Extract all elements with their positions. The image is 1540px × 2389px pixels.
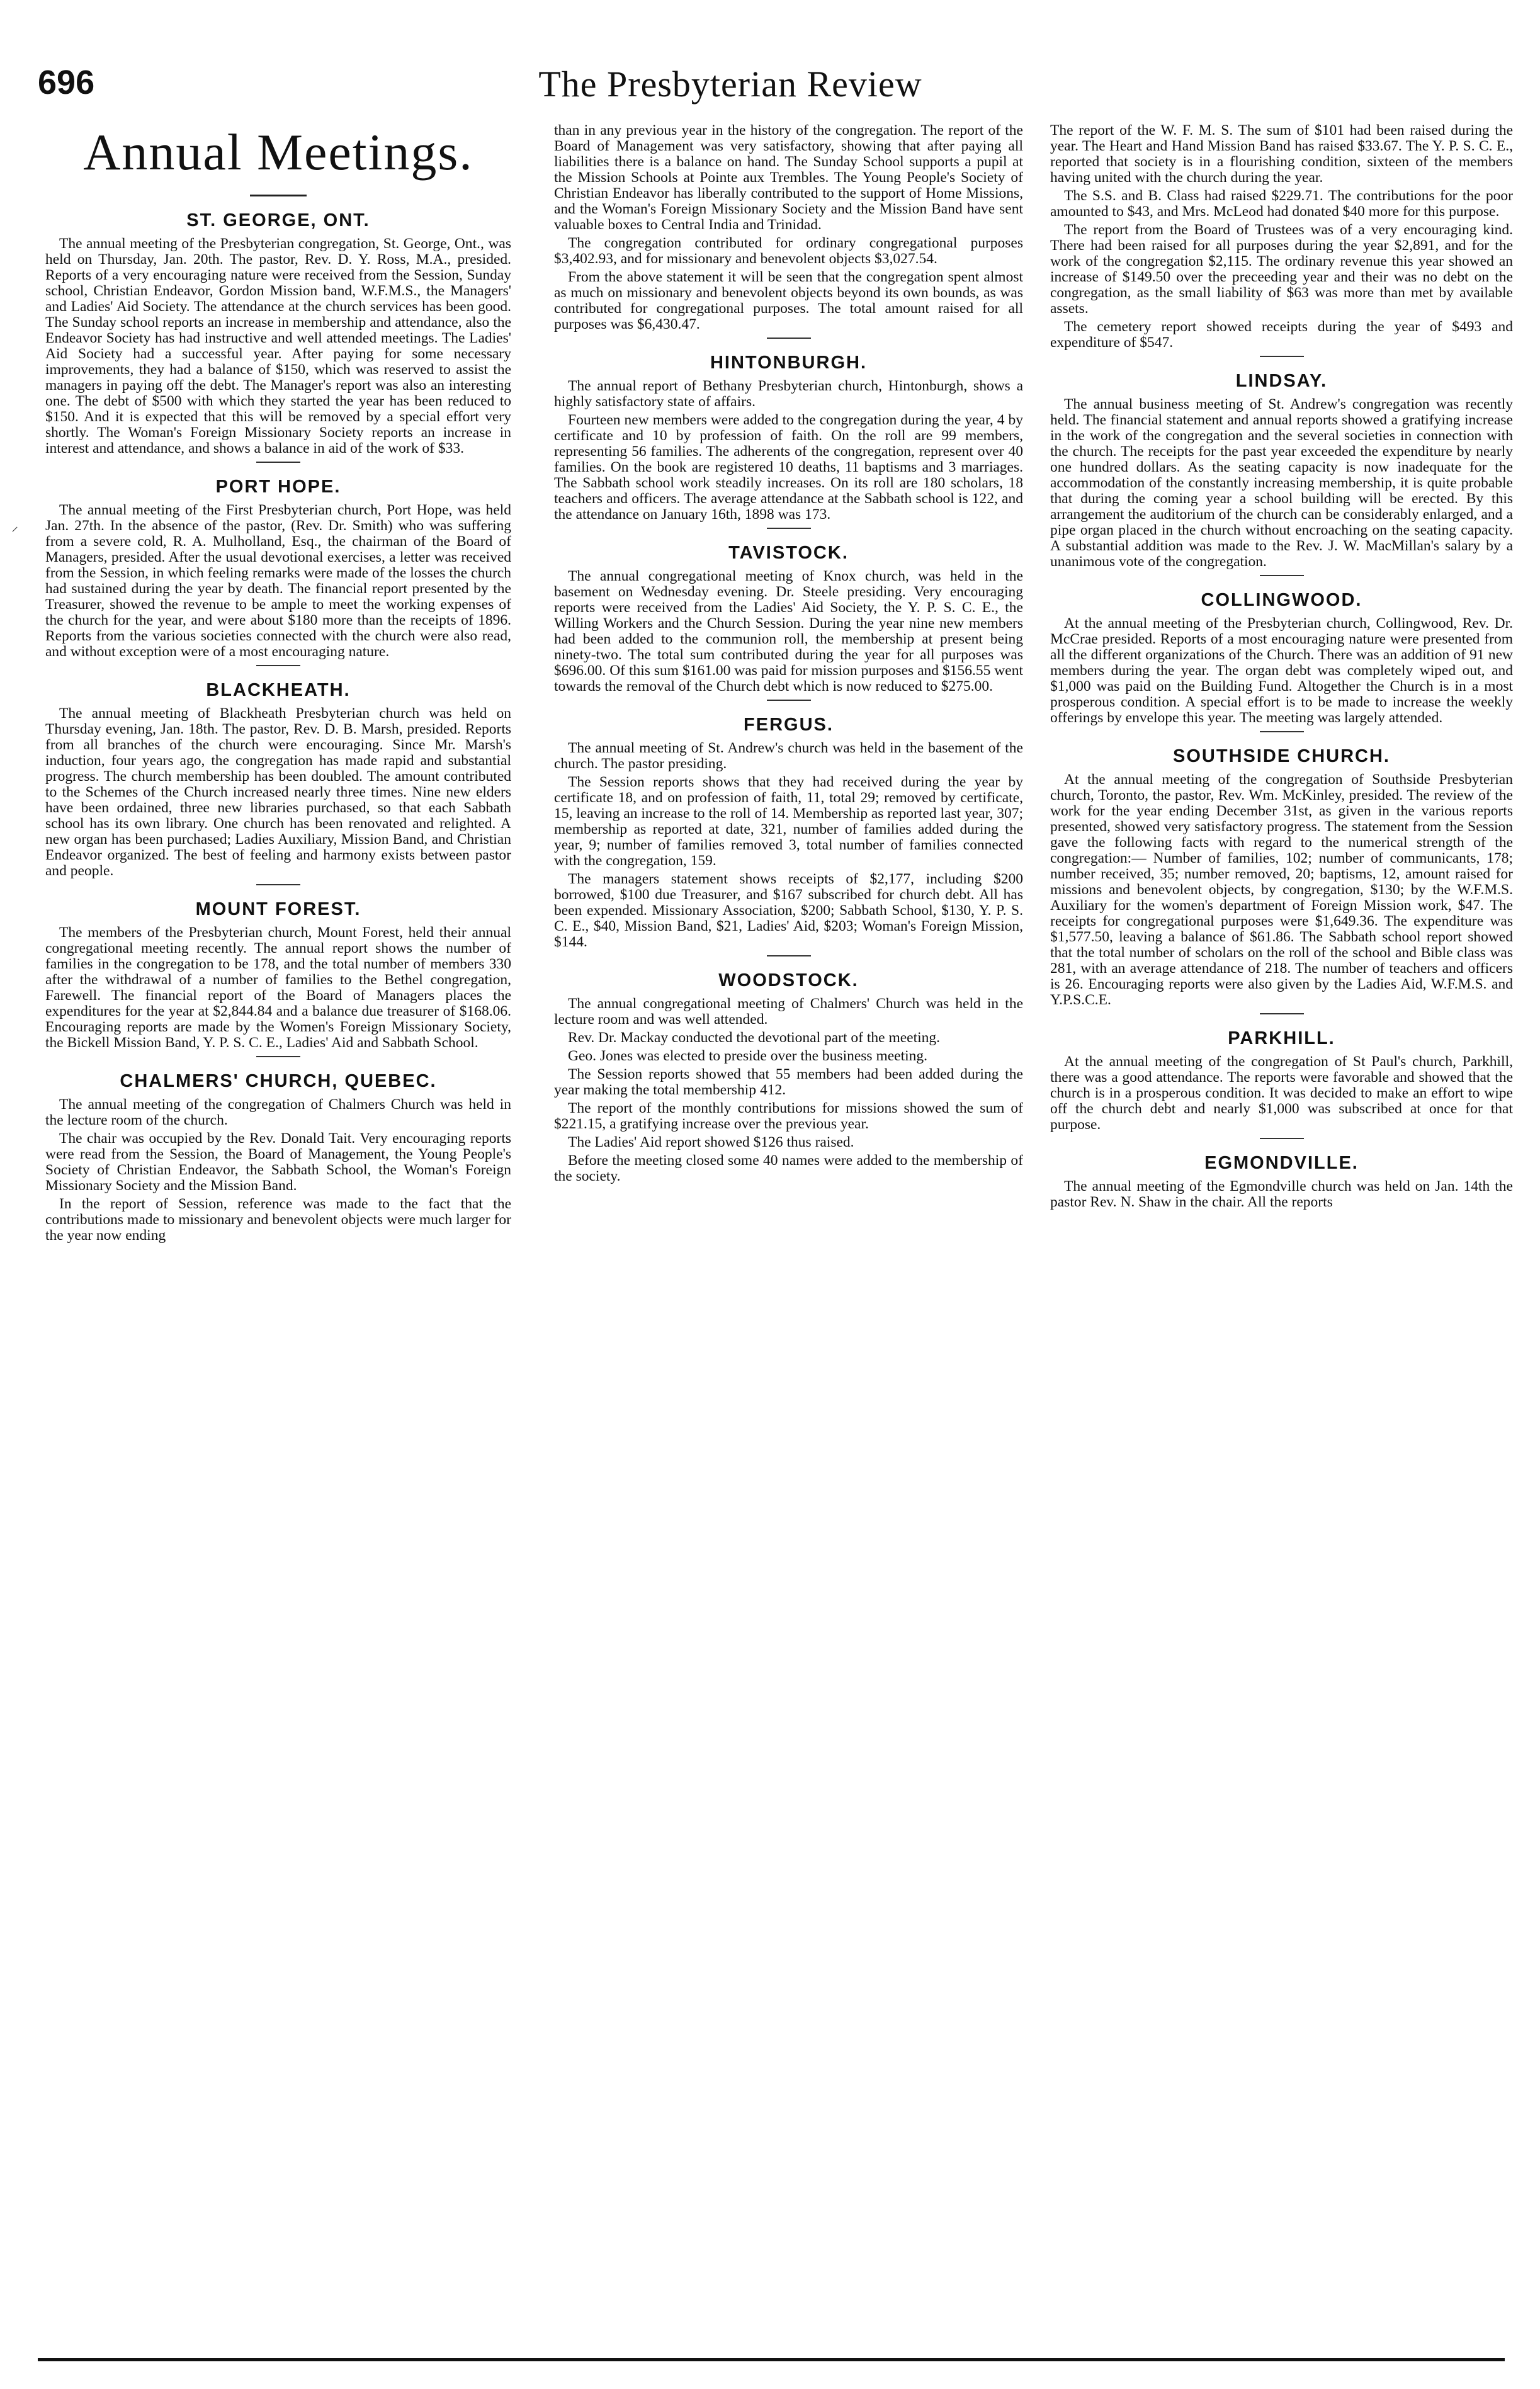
article-paragraph: The S.S. and B. Class had raised $229.71. The contributions for the poor amounted to $43, and Mrs. McLeod had donated $40 more for this purpose.: [1050, 188, 1513, 220]
article-paragraph: The annual meeting of the Presbyterian congregation, St. George, Ont., was held on Thursday, Jan. 20th. The pastor, Rev. D. Y. Ross, M.A., presided. Reports of a very encouraging nature were received from the Session, Sunday school, Christian Endeavor, Gordon Mission band, W.F.M.S., the Managers' and Ladies' Aid Society. The attendance at the church services has been good. The Sunday school reports an increase in membership and attendance, also the Endeavor Society has had instructive and well attended meetings. The Ladies' Aid Society had a successful year. After paying for some necessary improvements, they had a balance of $150, which was reserved to assist the managers in paying off the debt. The Manager's report was also an interesting one. The debt of $500 with which they started the year has been reduced to $150. And it is expected that this will be removed by a special effort very shortly. The Woman's Foreign Missionary Society reports an increase in interest and attendance, and shows a balance in aid of the work of $33.: [45, 235, 511, 457]
section-divider: [1260, 731, 1304, 732]
article-paragraph: The Ladies' Aid report showed $126 thus raised.: [568, 1134, 854, 1150]
section-heading: PORT HOPE.: [215, 477, 341, 497]
section-heading: ST. GEORGE, ONT.: [186, 210, 370, 230]
section-heading: BLACKHEATH.: [206, 680, 351, 700]
section-divider: [256, 1056, 300, 1057]
margin-mark-icon: ⸝: [11, 518, 19, 534]
article-paragraph: The annual meeting of Blackheath Presbyterian church was held on Thursday evening, Jan. 18th. The pastor, Rev. D. B. Marsh, presided. Reports from all branches of the church were encouraging. Since Mr. Marsh's induction, four years ago, the congregation has made rapid and substantial progress. The church membership has been doubled. The amount contributed to the Schemes of the Church increased nearly three times. Nine new elders have been ordained, three new libraries purchased, so that each Sabbath school has its own library. One church has been renovated and relighted. A new organ has been purchased; Ladies Auxiliary, Mission Band, and Christian Endeavor organized. The best of feeling and harmony exists between pastor and people.: [45, 705, 511, 879]
article-section: [554, 543, 1023, 701]
article-paragraph: The managers statement shows receipts of $2,177, including $200 borrowed, $100 due Treasurer, and $167 subscribed for church debt. All has been expended. Missionary Association, $200; Sabbath School, $130, Y. P. S. C. E., $40, Mission Band, $21, Ladies' Aid, $203; Woman's Foreign Mission, $144.: [554, 871, 1023, 950]
column-1: [45, 123, 511, 1246]
section-heading: CHALMERS' CHURCH, QUEBEC.: [120, 1071, 437, 1091]
section-heading: SOUTHSIDE CHURCH.: [1173, 746, 1390, 766]
bottom-rule: [38, 2358, 1505, 2361]
article-paragraph: The annual meeting of the Egmondville church was held on Jan. 14th the pastor Rev. N. Shaw in the chair. All the reports: [1050, 1178, 1513, 1210]
section-heading: TAVISTOCK.: [728, 543, 849, 563]
page-header: [38, 63, 1423, 113]
article-paragraph: In the report of Session, reference was made to the fact that the contributions made to missionary and benevolent objects were much larger for the year now ending: [45, 1196, 511, 1244]
article-paragraph: The annual meeting of the congregation of Chalmers Church was held in the lecture room of the church.: [45, 1096, 511, 1128]
section-heading: LINDSAY.: [1235, 371, 1328, 391]
section-heading: WOODSTOCK.: [718, 970, 859, 990]
main-title: Annual Meetings.: [83, 123, 473, 181]
article-section: [554, 715, 1023, 956]
article-paragraph: The annual report of Bethany Presbyterian church, Hintonburgh, shows a highly satisfactory state of affairs.: [554, 378, 1023, 410]
article-section: [45, 210, 511, 463]
article-paragraph: From the above statement it will be seen that the congregation spent almost as much on missionary and benevolent objects beyond its own bounds, as was contributed for congregational purposes. The total amount raised for all purposes was $6,430.47.: [554, 269, 1023, 332]
column-2: [554, 123, 1023, 1187]
article-paragraph: The annual congregational meeting of Knox church, was held in the basement on Wednesday evening. Dr. Steele presiding. Very encouraging reports were received from the Ladies' Aid Society, the Y. P. S. C. E., the Willing Workers and the Church Session. During the year nine new members had been added to the communion roll, the membership at present being ninety-two. The total sum contributed during the year for all purposes was $696.00. Of this sum $161.00 was paid for mission purposes and $156.55 went towards the removal of the Church debt which is now reduced to $275.00.: [554, 568, 1023, 695]
section-divider: [767, 955, 811, 956]
section-divider: [767, 338, 811, 339]
article-paragraph: The members of the Presbyterian church, Mount Forest, held their annual congregational meeting recently. The annual report shows the number of families in the congregation to be 178, and the total number of members 330 after the withdrawal of a number of families to the Bethel congregation, Farewell. The financial report of the Board of Managers places the expenditures for the year at $2,844.84 and a balance due treasurer of $168.06. Encouraging reports are made by the Women's Foreign Missionary Society, the Bickell Mission Band, Y. P. S. C. E., Ladies' Aid and Sabbath School.: [45, 924, 511, 1051]
article-paragraph: The Session reports shows that they had received during the year by certificate 18, and on profession of faith, 11, total 29; removed by certificate, 15, leaving an increase to the roll of 14. Membership as reported last year, 307; membership as reported at date, 321, number of families added during the year, 9; number of families removed 3, total number of families connected with the congregation, 159.: [554, 774, 1023, 869]
article-paragraph: The congregation contributed for ordinary congregational purposes $3,402.93, and for missionary and benevolent objects $3,027.54.: [554, 235, 1023, 267]
section-divider: [1260, 1138, 1304, 1139]
article-paragraph: Rev. Dr. Mackay conducted the devotional part of the meeting.: [568, 1030, 941, 1046]
article-section: [45, 1071, 511, 1244]
article-section: [1050, 371, 1513, 576]
article-section: [45, 680, 511, 885]
column-3: [1050, 123, 1513, 1213]
section-heading: COLLINGWOOD.: [1201, 590, 1362, 610]
article-paragraph: The cemetery report showed receipts during the year of $493 and expenditure of $547.: [1050, 319, 1513, 351]
article-paragraph: The annual meeting of the First Presbyterian church, Port Hope, was held Jan. 27th. In the absence of the pastor, (Rev. Dr. Smith) who was suffering from a severe cold, R. A. Mulholland, Esq., the chairman of the Board of Managers, presided. After the usual devotional exercises, a letter was received from the Session, in which feeling remarks were made of the losses the church had sustained during the year by death. The financial report presented by the Treasurer, showed the revenue to be ample to meet the working expenses of the church for the year, and were about $180 more than the receipts of 1896. Reports from the various societies connected with the church were also read, and without exception were of a most encouraging nature.: [45, 502, 511, 660]
article-paragraph: The annual business meeting of St. Andrew's congregation was recently held. The financial statement and annual reports showed a gratifying increase in the work of the congregation and the several societies in connection with the church. The receipts for the past year exceeded the expenditure by nearly one hundred dollars. As the seating capacity is now inadequate for the accommodation of the constantly increasing membership, it is quite probable that during the coming year a school building will be erected. By this arrangement the auditorium of the church can be considerably enlarged, and a pipe organ placed in the church without encroaching on the seating capacity. A substantial addition was made to the Rev. J. W. MacMillan's salary by a unanimous vote of the congregation.: [1050, 396, 1513, 570]
article-paragraph: Geo. Jones was elected to preside over the business meeting.: [568, 1048, 928, 1064]
section-heading: PARKHILL.: [1228, 1028, 1335, 1048]
section-heading: FERGUS.: [744, 715, 834, 735]
section-divider: [1260, 575, 1304, 576]
article-paragraph: At the annual meeting of the congregation of Southside Presbyterian church, Toronto, the pastor, Rev. Wm. McKinley, presided. The review of the work for the year ending December 31st, as given in the various reports presented, showed very satisfactory progress. The statement from the Session gave the following facts with regard to the numerical strength of the congregation:— Number of families, 102; number of communicants, 178; number received, 35; number removed, 20; baptisms, 12, amount raised for missions and benevolent objects, by congregation, $130; by the W.F.M.S. Auxiliary for the women's department of Foreign Mission work, $47. The receipts for congregational purposes were $1,649.36. The expenditure was $1,577.50, leaving a balance of $61.86. The Sabbath school report showed that the total number of scholars on the roll of the school and Bible class was 281, with an average attendance of 218. The number of teachers and officers is 26. Encouraging reports were also given by the Ladies Aid, W.F.M.S. and Y.P.S.C.E.: [1050, 771, 1513, 1008]
article-section: [1050, 1153, 1513, 1210]
section-divider: [256, 462, 300, 463]
article-paragraph: Fourteen new members were added to the congregation during the year, 4 by certificate and 10 by profession of faith. On the roll are 99 members, representing 56 families. The adherents of the congregation, represent over 40 families. On the book are registered 10 deaths, 11 baptisms and 3 marriages. The Sabbath school work steadily increases. On its roll are 180 scholars, 18 teachers and officers. The average attendance at the Sabbath school is 122, and the attendance on January 16th, 1898 was 173.: [554, 412, 1023, 523]
article-section: [1050, 746, 1513, 1014]
article-section: [1050, 590, 1513, 732]
article-paragraph: At the annual meeting of the Presbyterian church, Collingwood, Rev. Dr. McCrae presided. Reports of a most encouraging nature were presented from all the different organizations of the Church. There was an addition of 91 new members during the year. The organ debt was completely wiped out, and $1,000 was paid on the Building Fund. Altogether the Church is in a most prosperous condition. A special effort is to be made to increase the weekly offerings by envelope this year. The meeting was largely attended.: [1050, 615, 1513, 726]
article-paragraph: The annual congregational meeting of Chalmers' Church was held in the lecture room and was well attended.: [554, 996, 1023, 1028]
article-section: [554, 353, 1023, 529]
section-heading: EGMONDVILLE.: [1204, 1153, 1359, 1173]
article-paragraph: Before the meeting closed some 40 names were added to the membership of the society.: [554, 1152, 1023, 1184]
article-paragraph: The Session reports showed that 55 members had been added during the year making the total membership 412.: [554, 1066, 1023, 1098]
article-section: [1050, 123, 1513, 357]
running-head: The Presbyterian Review: [538, 64, 922, 105]
article-paragraph: The report of the monthly contributions for missions showed the sum of $221.15, a gratifying increase over the previous year.: [554, 1100, 1023, 1132]
title-rule: [250, 195, 307, 196]
article-paragraph: The report of the W. F. M. S. The sum of $101 had been raised during the year. The Heart and Hand Mission Band has raised $33.67. The Y. P. S. C. E., reported that society is in a flourishing condition, sixteen of the members having united with the church during the year.: [1050, 122, 1513, 186]
article-section: [554, 970, 1023, 1184]
section-divider: [256, 665, 300, 666]
article-section: [554, 123, 1023, 339]
section-divider: [1260, 1013, 1304, 1014]
article-paragraph: The annual meeting of St. Andrew's church was held in the basement of the church. The pastor presiding.: [554, 740, 1023, 772]
section-divider: [767, 528, 811, 529]
section-heading: MOUNT FOREST.: [195, 899, 361, 919]
section-divider: [1260, 356, 1304, 357]
section-divider: [256, 884, 300, 885]
article-section: [1050, 1028, 1513, 1139]
page-number: 696: [38, 64, 95, 101]
article-paragraph: The report from the Board of Trustees was of a very encouraging kind. There had been raised for all purposes during the year $2,891, and for the work of the congregation $2,115. The ordinary revenue this year showed an increase of $149.50 over the preceeding year and their was no debt on the congregation, as the small liability of $63 was more than met by available assets.: [1050, 222, 1513, 317]
article-paragraph: At the annual meeting of the congregation of St Paul's church, Parkhill, there was a good attendance. The reports were favorable and showed that the church is in a prosperous condition. It was decided to make an effort to wipe off the church debt and nearly $1,000 was subscribed at once for that purpose.: [1050, 1053, 1513, 1133]
article-paragraph: than in any previous year in the history of the congregation. The report of the Board of Management was very satisfactory, showing that after paying all liabilities there is a balance on hand. The Sunday School supports a pupil at the Mission Schools at Pointe aux Trembles. The Young People's Society of Christian Endeavor has liberally contributed to the support of Home Missions, and the Woman's Foreign Missionary Society and the Mission Band have sent valuable boxes to Central India and Trinidad.: [554, 122, 1023, 233]
article-paragraph: The chair was occupied by the Rev. Donald Tait. Very encouraging reports were read from the Session, the Board of Management, the Young People's Society of Christian Endeavor, the Sabbath School, the Woman's Foreign Missionary Society and the Mission Band.: [45, 1130, 511, 1194]
article-section: [45, 899, 511, 1057]
section-heading: HINTONBURGH.: [710, 353, 868, 373]
section-divider: [767, 700, 811, 701]
article-section: [45, 477, 511, 666]
